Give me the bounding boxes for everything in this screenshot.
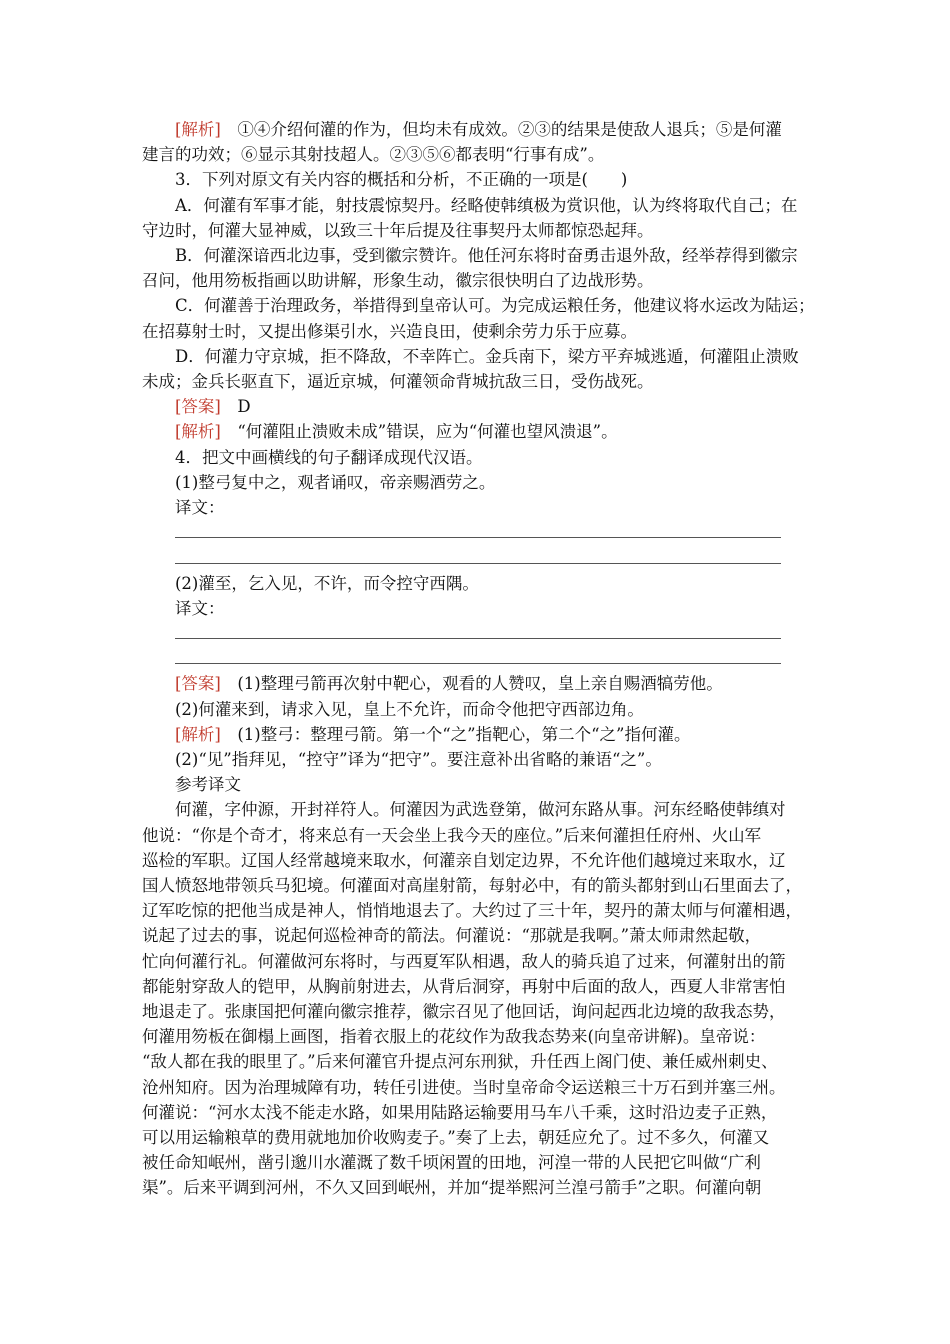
analysis-tag: [解析] xyxy=(175,724,221,744)
option-b: B．何灌深谙西北边事，受到徽宗赞许。他任河东将时奋勇击退外敌，经举荐得到徽宗 xyxy=(175,246,798,266)
text-line: 渠”。后来平调到河州，不久又回到岷州，并加“提举熙河兰湟弓箭手”之职。何灌向朝 xyxy=(142,1178,762,1198)
answer-q4 xyxy=(142,671,812,696)
text-line: (2)何灌来到，请求入见，皇上不允许，而命令他把守西部边角。 xyxy=(175,699,644,719)
text-line: 召问，他用笏板指画以助讲解，形象生动，徽宗很快明白了边战形势。 xyxy=(142,271,654,291)
analysis-q4 xyxy=(142,722,812,747)
answer-blank-line xyxy=(175,621,781,646)
answer-value: D xyxy=(237,397,251,417)
analysis-tag: [解析] xyxy=(175,120,221,139)
text-line: 巡检的军职。辽国人经常越境来取水，何灌亲自划定边界，不允许他们越境过来取水，辽 xyxy=(142,850,786,870)
text-line: 何灌用笏板在御榻上画图，指着衣服上的花纹作为敌我态势来(向皇帝讲解)。皇帝说： xyxy=(142,1027,766,1047)
text-line: (2)“见”指拜见，“控守”译为“把守”。要注意补出省略的兼语“之”。 xyxy=(175,750,662,770)
answer-tag: [答案] xyxy=(175,397,221,417)
answer-q3 xyxy=(142,394,812,419)
option-c: C．何灌善于治理政务，举措得到皇帝认可。为完成运粮任务，他建议将水运改为陆运； xyxy=(175,296,815,316)
text-line: (1)整弓：整理弓箭。第一个“之”指靶心，第二个“之”指何灌。 xyxy=(237,724,691,744)
text-line: 被任命知岷州，凿引邈川水灌溉了数千顷闲置的田地，河湟一带的人民把它叫做“广利 xyxy=(142,1153,761,1173)
question-3: 3．下列对原文有关内容的概括和分析，不正确的一项是( ) xyxy=(175,170,628,190)
translation-label: 译文： xyxy=(175,498,225,518)
text-line: 未成；金兵长驱直下，逼近京城，何灌领命背城抗敌三日，受伤战死。 xyxy=(142,372,654,392)
document-body xyxy=(142,117,815,1201)
sentence-1: (1)整弓复中之，观者诵叹，帝亲赐酒劳之。 xyxy=(175,472,496,492)
analysis-q3 xyxy=(142,419,812,444)
text-line: 可以用运输粮草的费用就地加价收购麦子。”奏了上去，朝廷应允了。过不多久，何灌又 xyxy=(142,1128,770,1148)
option-d: D．何灌力守京城，拒不降敌，不幸阵亡。金兵南下，梁方平弃城逃遁，何灌阻止溃败 xyxy=(175,346,799,366)
reference-translation-heading: 参考译文 xyxy=(175,775,241,795)
option-a: A．何灌有军事才能，射技震惊契丹。经略使韩缜极为赏识他，认为终将取代自己；在 xyxy=(175,195,798,215)
text-line: 何灌说：“河水太浅不能走水路，如果用陆路运输要用马车八千乘，这时沿边麦子正熟， xyxy=(142,1102,778,1122)
text-line: 地退走了。张康国把何灌向徽宗推荐，徽宗召见了他回话，询问起西北边境的敌我态势， xyxy=(142,1002,786,1022)
text-line: 沧州知府。因为治理城障有功，转任引进使。当时皇帝命令运送粮三十万石到并塞三州。 xyxy=(142,1077,786,1097)
text-line: 建言的功效；⑥显示其射技超人。②③⑤⑥都表明“行事有成”。 xyxy=(142,145,605,165)
text-line: 守边时，何灌大显神威，以致三十年后提及往事契丹太师都惊恐起拜。 xyxy=(142,220,654,240)
text-line: 说起了过去的事，说起何巡检神奇的箭法。何灌说：“那就是我啊。”萧太师肃然起敬， xyxy=(142,926,762,946)
answer-blank-line xyxy=(175,646,781,671)
text-line: 忙向何灌行礼。何灌做河东将时，与西夏军队相遇，敌人的骑兵追了过来，何灌射出的箭 xyxy=(142,951,786,971)
text-line: 何灌，字仲源，开封祥符人。何灌因为武选登第，做河东路从事。河东经略使韩缜对 xyxy=(175,800,786,820)
answer-blank-line xyxy=(175,545,781,570)
text-line: ①④介绍何灌的作为，但均未有成效。②③的结果是使敌人退兵；⑤是何灌 xyxy=(237,120,782,139)
text-line: (1)整理弓箭再次射中靶心，观看的人赞叹，皇上亲自赐酒犒劳他。 xyxy=(237,674,723,694)
analysis-q2 xyxy=(142,117,812,142)
text-line: 他说：“你是个奇才，将来总有一天会坐上我今天的座位。”后来何灌担任府州、火山军 xyxy=(142,825,762,845)
text-line: “敌人都在我的眼里了。”后来何灌官升提点河东刑狱，升任西上阁门使、兼任威州刺史、 xyxy=(142,1052,778,1072)
text-line: 在招募射士时，又提出修渠引水，兴造良田，使剩余劳力乐于应募。 xyxy=(142,321,637,341)
translation-label: 译文： xyxy=(175,598,225,618)
text-line: “何灌阻止溃败未成”错误，应为“何灌也望风溃退”。 xyxy=(237,422,618,442)
text-line: 都能射穿敌人的铠甲，从胸前射进去，从背后洞穿，再射中后面的敌人，西夏人非常害怕 xyxy=(142,976,786,996)
answer-blank-line xyxy=(175,520,781,545)
question-4: 4．把文中画横线的句子翻译成现代汉语。 xyxy=(175,447,483,467)
sentence-2: (2)灌至，乞入见，不许，而令控守西隅。 xyxy=(175,573,479,593)
text-line: 国人愤怒地带领兵马犯境。何灌面对高崖射箭，每射必中，有的箭头都射到山石里面去了， xyxy=(142,876,802,896)
answer-tag: [答案] xyxy=(175,674,221,694)
text-line: 辽军吃惊的把他当成是神人，悄悄地退去了。大约过了三十年，契丹的萧太师与何灌相遇， xyxy=(142,901,802,921)
analysis-tag: [解析] xyxy=(175,422,221,442)
